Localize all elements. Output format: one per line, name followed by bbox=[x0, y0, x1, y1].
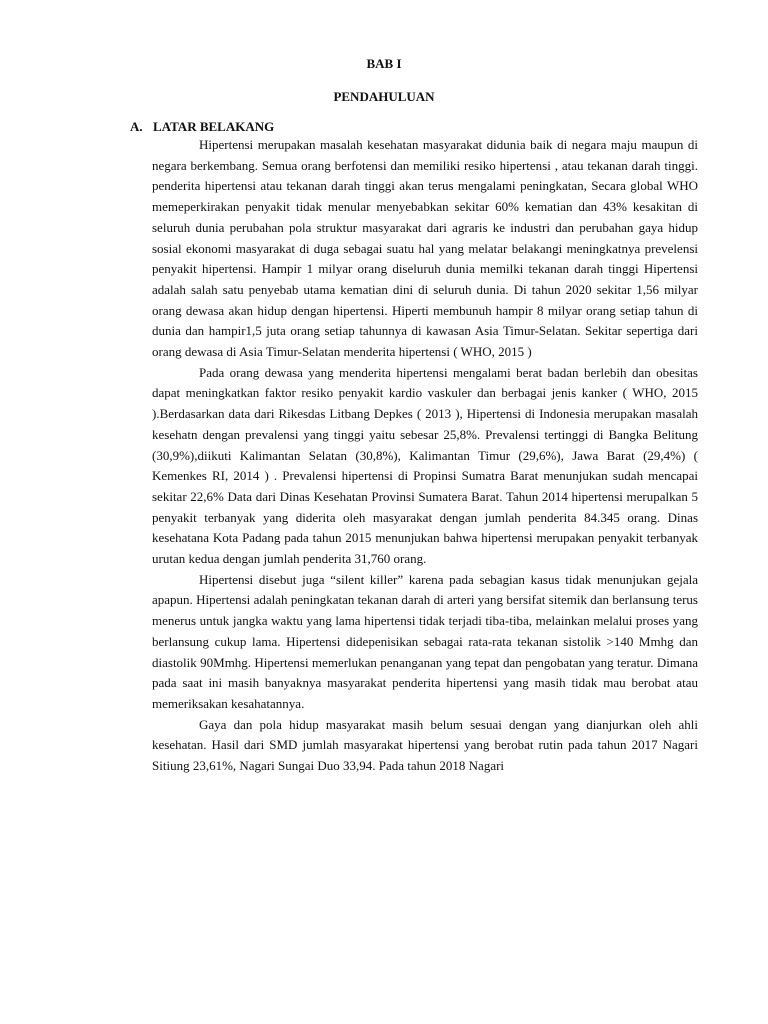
paragraph: Hipertensi disebut juga “silent killer” karena pada sebagian kasus tidak menunjukan gejala apapun. Hipertensi adalah peningkatan tekanan darah di arteri yang bersifat sitemik dan berlansung terus menerus untuk jangka waktu yang lama hipertensi tidak terjadi tiba-tiba, melainkan melalui proses yang berlansung cukup lama. Hipertensi didepenisikan sebagai rata-rata tekanan sistolik >140 Mmhg dan diastolik 90Mmhg. Hipertensi memerlukan penanganan yang tepat dan pengobatan yang teratur. Dimana pada saat ini masih banyaknya masyarakat penderita hipertensi yang masih tidak mau berobat atau memeriksakan kesahatannya. bbox=[152, 571, 698, 711]
chapter-label: BAB I bbox=[366, 56, 402, 71]
paragraph: Hipertensi merupakan masalah kesehatan masyarakat didunia baik di negara maju maupun di negara berkembang. Semua orang berfotensi dan memiliki resiko hipertensi , atau tekanan darah tinggi. penderita hipertensi atau tekanan darah tinggi akan terus mengalami peningkatan, Secara global WHO memeperkirakan penyakit tidak menular menyebabkan sekitar 60% kematian dan 43% kesakitan di seluruh dunia perubahan pola struktur masyarakat dari agraris ke industri dan perubahan gaya hidup sosial ekonomi masyarakat di duga sebagai suatu hal yang melatar belakangi meningkatnya prevelensi penyakit hipertensi. Hampir 1 milyar orang diseluruh dunia memilki tekanan darah tinggi Hipertensi adalah salah satu penyebab utama kematian dini di seluruh dunia. Di tahun 2020 sekitar 1,56 milyar orang dewasa akan hidup dengan hipertensi. Hiperti membunuh hampir 8 milyar orang setiap tahun di dunia dan hampir1,5 juta orang setiap tahunnya di kawasan Asia Timur-Selatan. Sekitar sepertiga dari orang dewasa di Asia Timur-Selatan menderita hipertensi ( WHO, 2015 ) bbox=[152, 137, 698, 360]
paragraph: Pada orang dewasa yang menderita hipertensi mengalami berat badan berlebih dan obesitas dapat meningkatkan faktor resiko penyakit kardio vaskuler dan berbagai jenis kanker ( WHO, 2015 ).Berdasarkan data dari Rikesdas Litbang Depkes ( 2013 ), Hipertensi di Indonesia merupakan masalah kesehatn dengan prevalensi yang tinggi yaitu sebesar 25,8%. Prevalensi tertinggi di Bangka Belitung (30,9%),diikuti Kalimantan Selatan (30,8%), Kalimantan Timur (29,6%), Jawa Barat (29,4%) ( Kemenkes RI, 2014 ) . Prevalensi hipertensi di Propinsi Sumatra Barat menunjukan sudah mencapai sekitar 22,6% Data dari Dinas Kesehatan Provinsi Sumatera Barat. Tahun 2014 hipertensi merupalkan 5 penyakit terbanyak yang diderita oleh masyarakat dengan jumlah penderita 84.345 orang. Dinas kesehatana Kota Padang pada tahun 2015 menunjukan bahwa hipertensi merupakan penyakit terbanyak urutan kedua dengan jumlah penderita 31,760 orang. bbox=[152, 364, 698, 567]
paragraph: Gaya dan pola hidup masyarakat masih belum sesuai dengan yang dianjurkan oleh ahli kesehatan. Hasil dari SMD jumlah masyarakat hipertensi yang berobat rutin pada tahun 2017 Nagari Sitiung 23,61%, Nagari Sungai Duo 33,94. Pada tahun 2018 Nagari bbox=[152, 716, 698, 774]
chapter-title: PENDAHULUAN bbox=[333, 89, 435, 104]
section-title: LATAR BELAKANG bbox=[153, 119, 275, 134]
body-text bbox=[152, 135, 698, 777]
section-letter: A. bbox=[130, 119, 143, 134]
section-heading bbox=[130, 119, 274, 135]
